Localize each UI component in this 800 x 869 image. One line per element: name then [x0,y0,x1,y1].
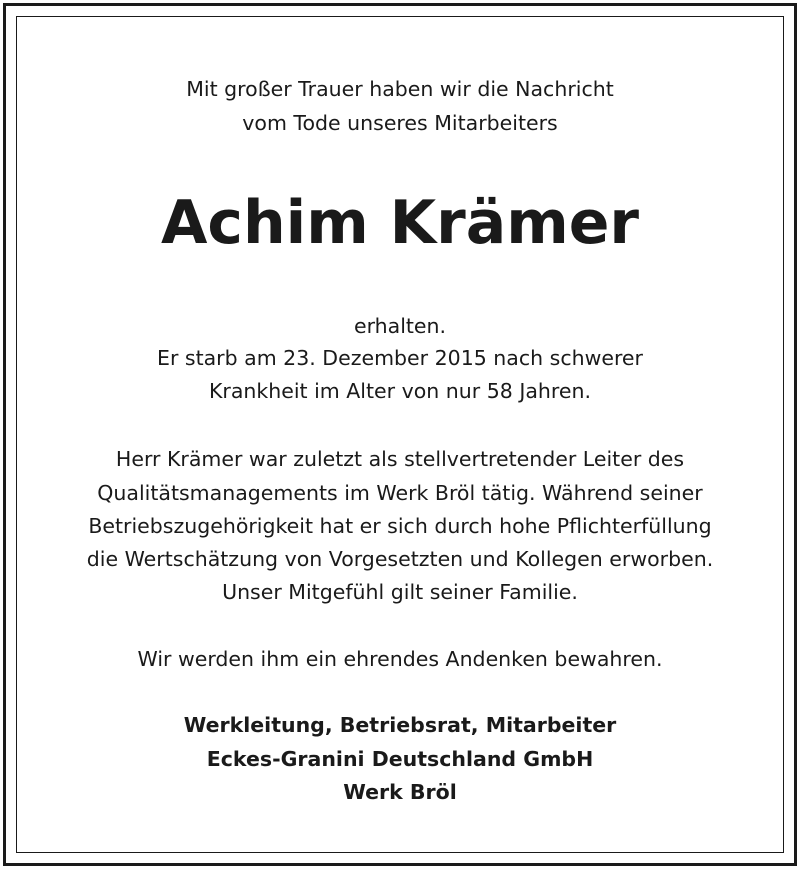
signature-line-3: Werk Bröl [343,780,457,804]
tribute-line-3: Betriebszugehörigkeit hat er sich durch hohe Pflichterfüllung [88,514,712,538]
death-line-2: Er starb am 23. Dezember 2015 nach schwerer [157,346,643,370]
tribute-line-4: die Wertschätzung von Vorgesetzten und Kollegen erworben. [86,547,714,571]
memorial-line: Wir werden ihm ein ehrendes Andenken bewahren. [137,647,663,671]
tribute-line-1: Herr Krämer war zuletzt als stellvertretender Leiter des [115,447,685,471]
signature-line-1: Werkleitung, Betriebsrat, Mitarbeiter [183,713,617,737]
intro-line-2: vom Tode unseres Mitarbeiters [242,111,558,135]
intro-line-1: Mit großer Trauer haben wir die Nachricht [186,77,614,101]
death-line-3: Krankheit im Alter von nur 58 Jahren. [208,379,592,403]
deceased-name: Achim Krämer [160,188,640,258]
tribute-line-2: Qualitätsmanagements im Werk Bröl tätig. Während seiner [97,481,703,505]
signature-line-2: Eckes-Granini Deutschland GmbH [206,747,594,771]
tribute-line-5: Unser Mitgefühl gilt seiner Familie. [222,580,578,604]
death-line-1: erhalten. [353,314,447,338]
